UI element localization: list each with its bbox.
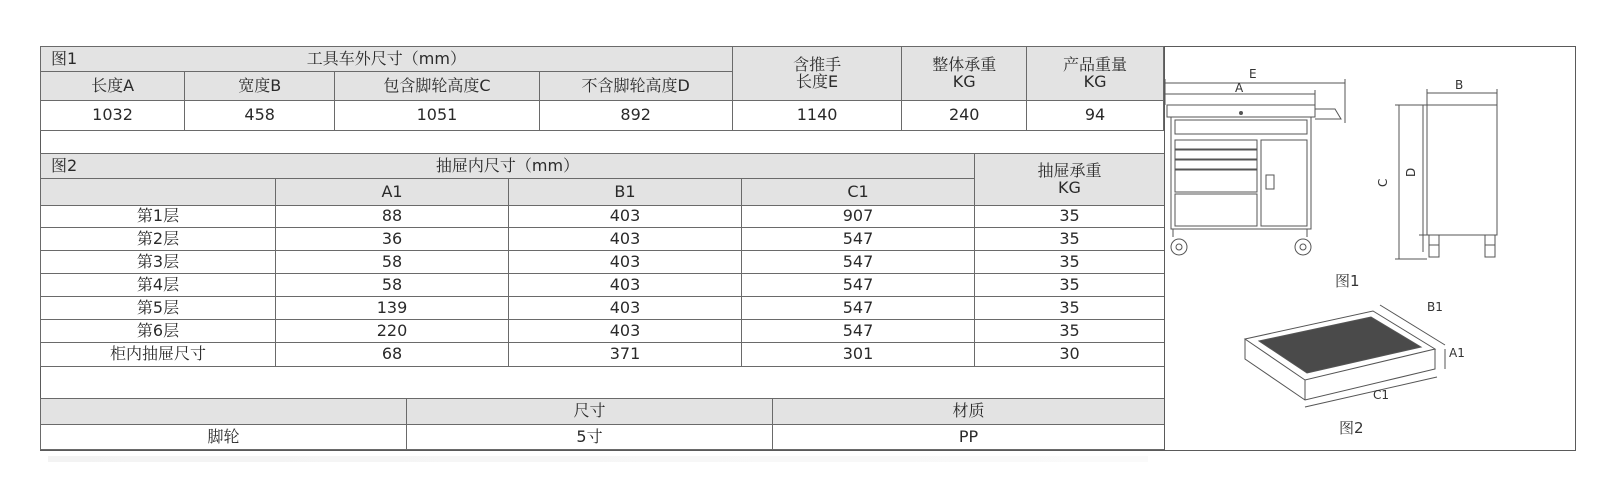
- row-a1: 36: [276, 228, 509, 251]
- header-width-b: 宽度B: [185, 72, 335, 101]
- row-name: 第5层: [41, 297, 276, 320]
- row-a1: 88: [276, 206, 509, 228]
- row-c1: 547: [742, 251, 975, 274]
- row-kg: 35: [975, 206, 1165, 228]
- drawer-dimensions-table: [40, 153, 1165, 367]
- value-length-a: 1032: [41, 101, 185, 131]
- row-kg: 35: [975, 228, 1165, 251]
- row-kg: 35: [975, 320, 1165, 343]
- row-b1: 403: [509, 206, 742, 228]
- header-size: 尺寸: [407, 399, 773, 425]
- caster-name: 脚轮: [41, 425, 407, 450]
- header-length-a: 长度A: [41, 72, 185, 101]
- row-b1: 403: [509, 251, 742, 274]
- outer-dimensions-title-cell: [41, 47, 733, 72]
- header-c1: C1: [742, 179, 975, 206]
- value-height-d: 892: [539, 101, 732, 131]
- value-total-load: 240: [902, 101, 1027, 131]
- row-kg: 35: [975, 297, 1165, 320]
- header-b1: B1: [509, 179, 742, 206]
- value-height-c: 1051: [335, 101, 539, 131]
- row-b1: 403: [509, 297, 742, 320]
- header-a1: A1: [276, 179, 509, 206]
- row-c1: 547: [742, 320, 975, 343]
- row-kg: 35: [975, 251, 1165, 274]
- row-name: 柜内抽屉尺寸: [41, 343, 276, 367]
- dim-a1-label: A1: [1449, 346, 1465, 360]
- row-c1: 907: [742, 206, 975, 228]
- cart-front-view: [1165, 79, 1345, 255]
- row-a1: 139: [276, 297, 509, 320]
- dim-c1-label: C1: [1373, 388, 1390, 402]
- drawer-dimensions-title-cell: [41, 154, 975, 179]
- value-length-e: 1140: [732, 101, 902, 131]
- table-row: [41, 343, 1165, 367]
- row-kg: 35: [975, 274, 1165, 297]
- header-length-e: 含推手 长度E: [732, 47, 902, 101]
- fig1-label: 图1: [51, 49, 78, 68]
- row-name: 第4层: [41, 274, 276, 297]
- row-b1: 371: [509, 343, 742, 367]
- value-width-b: 458: [185, 101, 335, 131]
- dim-b-label: B: [1455, 78, 1464, 92]
- table-row: [41, 297, 1165, 320]
- row-name: 第1层: [41, 206, 276, 228]
- caster-table: [40, 398, 1165, 450]
- row-b1: 403: [509, 320, 742, 343]
- header-product-weight: 产品重量 KG: [1027, 47, 1164, 101]
- row-name: 第2层: [41, 228, 276, 251]
- table-row: [41, 206, 1165, 228]
- figure-panel: [1164, 46, 1576, 451]
- row-a1: 58: [276, 251, 509, 274]
- caster-header-blank: [41, 399, 407, 425]
- dim-c-label: C: [1376, 178, 1390, 187]
- row-kg: 30: [975, 343, 1165, 367]
- row-a1: 220: [276, 320, 509, 343]
- drawer-drawing: [1245, 305, 1445, 407]
- row-b1: 403: [509, 228, 742, 251]
- dim-a-label: A: [1235, 81, 1244, 95]
- header-blank: [41, 179, 276, 206]
- caster-material: PP: [773, 425, 1165, 450]
- value-product-weight: 94: [1027, 101, 1164, 131]
- dim-e-label: E: [1249, 67, 1257, 81]
- row-c1: 547: [742, 297, 975, 320]
- table-row: [41, 251, 1165, 274]
- dim-b1-label: B1: [1427, 300, 1443, 314]
- row-name: 第3层: [41, 251, 276, 274]
- caster-size: 5寸: [407, 425, 773, 450]
- header-material: 材质: [773, 399, 1165, 425]
- drawer-dimensions-title: 抽屉内尺寸（mm）: [435, 155, 580, 175]
- table-row: [41, 274, 1165, 297]
- row-c1: 547: [742, 274, 975, 297]
- figures-drawing: [1165, 47, 1575, 450]
- scan-shadow: [48, 456, 1148, 462]
- row-a1: 58: [276, 274, 509, 297]
- fig2-caption: 图2: [1339, 419, 1364, 437]
- fig1-caption: 图1: [1335, 272, 1360, 290]
- outer-dimensions-title: 工具车外尺寸（mm）: [306, 48, 466, 68]
- header-height-d: 不含脚轮高度D: [539, 72, 732, 101]
- fig2-label: 图2: [51, 156, 78, 175]
- row-a1: 68: [276, 343, 509, 367]
- table-row: [41, 228, 1165, 251]
- outer-dimensions-table: [40, 46, 1164, 131]
- row-name: 第6层: [41, 320, 276, 343]
- row-b1: 403: [509, 274, 742, 297]
- table-row: [41, 320, 1165, 343]
- header-drawer-load: 抽屉承重 KG: [975, 154, 1165, 206]
- header-total-load: 整体承重 KG: [902, 47, 1027, 101]
- header-height-c: 包含脚轮高度C: [335, 72, 539, 101]
- dim-d-label: D: [1404, 167, 1418, 177]
- row-c1: 547: [742, 228, 975, 251]
- row-c1: 301: [742, 343, 975, 367]
